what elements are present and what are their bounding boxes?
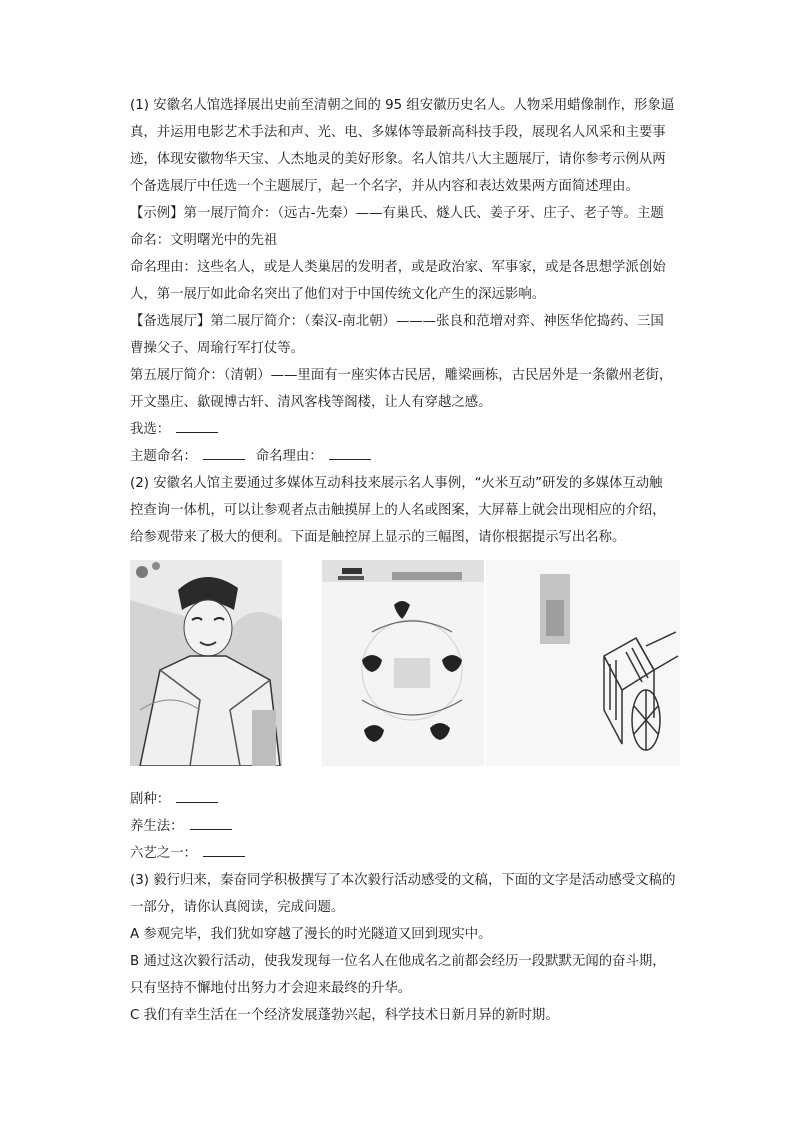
- option-b-line: 只有坚持不懈地付出努力才会迎来最终的升华。: [130, 981, 412, 996]
- q1-intro-line: 迹，体现安徽物华天宝、人杰地灵的美好形象。名人馆共八大主题展厅，请你参考示例从两: [130, 152, 666, 167]
- five-animals-exercise-image: [322, 560, 484, 766]
- q1-intro-line: 个备选展厅中任选一个主题展厅，起一个名字，并从内容和表达效果两方面简述理由。: [130, 179, 639, 194]
- q2-line: 给参观带来了极大的便利。下面是触控屏上显示的三幅图，请你根据提示写出名称。: [130, 530, 626, 545]
- option-a: A 参观完毕，我们犹如穿越了漫长的时光隧道又回到现实中。: [130, 927, 492, 942]
- reason-label: 命名理由：: [255, 449, 323, 464]
- opera-performer-image: [130, 560, 282, 766]
- answer3-row: [130, 840, 700, 867]
- theme-row: [130, 443, 700, 470]
- answer2-label: 养生法：: [130, 819, 184, 834]
- answer1-label: 剧种：: [130, 792, 171, 807]
- answer1-blank[interactable]: [176, 788, 218, 803]
- ancient-chariot-image: [486, 560, 680, 766]
- q1-example-line: 命名：文明曙光中的先祖: [130, 233, 278, 248]
- option-c: C 我们有幸生活在一个经济发展蓬勃兴起，科学技术日新月异的新时期。: [130, 1008, 559, 1023]
- option-b-line: B 通过这次毅行活动，使我发现每一位名人在他成名之前都会经历一段默默无闻的奋斗期，: [130, 954, 666, 969]
- q3-line: (3) 毅行归来，秦奋同学积极撰写了本次毅行活动感受的文稿，下面的文字是活动感受文稿的: [130, 873, 676, 888]
- q2-line: (2) 安徽名人馆主要通过多媒体互动科技来展示名人事例，“火米互动”研发的多媒体互动触: [130, 476, 663, 491]
- q1-example-line: 【示例】第一展厅简介：（远古-先秦）——有巢氏、燧人氏、姜子牙、庄子、老子等。主题: [130, 206, 664, 221]
- answer3-blank[interactable]: [203, 842, 245, 857]
- choose-answer-blank[interactable]: [176, 418, 218, 433]
- q1-option-line: 曹操父子、周瑜行军打仗等。: [130, 341, 305, 356]
- reason-answer-blank[interactable]: [329, 445, 371, 460]
- q1-intro-line: 真，并运用电影艺术手法和声、光、电、多媒体等最新高科技手段，展现名人风采和主要事: [130, 125, 666, 140]
- choose-row: [130, 416, 700, 443]
- theme-label: 主题命名：: [130, 449, 197, 464]
- q1-intro-line: (1) 安徽名人馆选择展出史前至清朝之间的 95 组安徽历史名人。人物采用蜡像制作，形象逼: [130, 98, 675, 113]
- q1-reason-line: 人，第一展厅如此命名突出了他们对于中国传统文化产生的深远影响。: [130, 287, 546, 302]
- q2-line: 控查询一体机，可以让参观者点击触摸屏上的人名或图案，大屏幕上就会出现相应的介绍，: [130, 503, 666, 518]
- q1-option-line: 【备选展厅】第二展厅简介：（秦汉-南北朝）———张良和范增对弈、神医华佗捣药、三国: [130, 314, 664, 329]
- q3-line: 一部分，请你认真阅读，完成问题。: [130, 900, 345, 915]
- answer3-label: 六艺之一：: [130, 846, 197, 861]
- q1-hall5-line: 开文墨庄、歙砚博古轩、清风客栈等阁楼，让人有穿越之感。: [130, 395, 492, 410]
- theme-answer-blank[interactable]: [203, 445, 245, 460]
- q1-reason-line: 命名理由：这些名人，或是人类巢居的发明者，或是政治家、军事家，或是各思想学派创始: [130, 260, 666, 275]
- choose-label: 我选：: [130, 422, 171, 437]
- answer2-row: [130, 813, 700, 840]
- q1-hall5-line: 第五展厅简介：（清朝）——里面有一座实体古民居，雕梁画栋，古民居外是一条徽州老街，: [130, 368, 673, 383]
- answer2-blank[interactable]: [190, 815, 232, 830]
- answer1-row: [130, 786, 700, 813]
- touchscreen-images: [130, 560, 680, 766]
